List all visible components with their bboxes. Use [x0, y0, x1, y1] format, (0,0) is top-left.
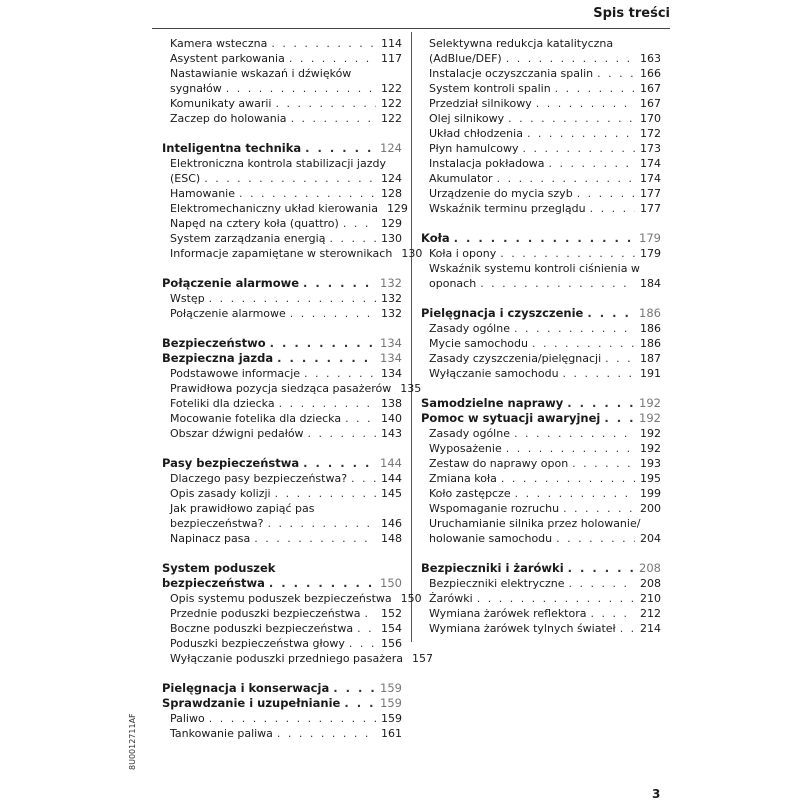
toc-entry [162, 36, 402, 51]
toc-entry-title: Pielęgnacja i czyszczenie [421, 306, 584, 320]
dot-leader [254, 531, 376, 546]
toc-page-number: 124 [381, 172, 402, 185]
dot-leader [303, 276, 376, 291]
toc-page-number: 129 [381, 217, 402, 230]
toc-entry-title: Zestaw do naprawy opon [429, 457, 569, 470]
toc-entry-title-line: Nastawianie wskazań i dźwięków [170, 67, 352, 80]
dot-leader [277, 726, 376, 741]
toc-entry-title: Wymiana żarówek reflektora [429, 607, 587, 620]
dot-leader [226, 81, 376, 96]
dot-leader [597, 66, 635, 81]
toc-entry-title: Koła i opony [429, 247, 497, 260]
dot-leader [290, 306, 376, 321]
dot-leader [304, 366, 376, 381]
toc-page-number: 146 [381, 517, 402, 530]
toc-page-number: 174 [640, 157, 661, 170]
toc-entry [162, 111, 402, 126]
dot-leader [239, 186, 376, 201]
dot-leader [515, 486, 635, 501]
toc-page-number: 192 [639, 411, 661, 425]
dot-leader [555, 81, 635, 96]
column-divider [411, 32, 412, 642]
toc-entry-title: Hamowanie [170, 187, 235, 200]
toc-page-number: 167 [640, 97, 661, 110]
toc-entry-line1 [162, 156, 402, 171]
toc-entry [421, 276, 661, 291]
toc-page-number: 210 [640, 592, 661, 605]
page-number: 3 [652, 787, 661, 801]
toc-entry [421, 321, 661, 336]
toc-entry-title: Instalacja pokładowa [429, 157, 545, 170]
toc-entry-title: Wstęp [170, 292, 205, 305]
dot-leader [604, 411, 635, 426]
toc-entry-title: Dlaczego pasy bezpieczeństwa? [170, 472, 348, 485]
dot-leader [549, 156, 635, 171]
dot-leader [527, 126, 635, 141]
dot-leader [620, 621, 635, 636]
toc-entry-title: Podstawowe informacje [170, 367, 301, 380]
toc-entry [162, 246, 423, 261]
toc-entry [162, 51, 402, 66]
toc-entry-title-line: System poduszek [162, 561, 276, 575]
toc-entry [162, 381, 422, 396]
dot-leader [568, 561, 635, 576]
toc-page-number: 174 [640, 172, 661, 185]
dot-leader [532, 336, 635, 351]
toc-section-heading [162, 141, 402, 156]
toc-section-heading [162, 456, 402, 471]
toc-entry-line1 [421, 516, 661, 531]
toc-page-number: 177 [640, 202, 661, 215]
dot-leader [275, 486, 376, 501]
toc-entry-line1 [421, 36, 661, 51]
toc-entry-title: Napinacz pasa [170, 532, 251, 545]
toc-entry-title: Bezpieczeństwo [162, 336, 266, 350]
toc-entry-line1 [421, 261, 661, 276]
toc-page-number: 163 [640, 52, 661, 65]
toc-entry-title: Przednie poduszki bezpieczeństwa [170, 607, 361, 620]
toc-page-number: 130 [401, 247, 423, 260]
toc-entry [162, 711, 402, 726]
toc-entry-title: Koło zastępcze [429, 487, 511, 500]
toc-entry-title: oponach [429, 277, 477, 290]
toc-page-number: 192 [640, 427, 661, 440]
dot-leader [497, 171, 635, 186]
toc-page-number: 134 [380, 351, 402, 365]
toc-entry-title: Żarówki [429, 592, 473, 605]
toc-entry [421, 126, 661, 141]
toc-entry [421, 141, 661, 156]
toc-page-number: 150 [400, 592, 422, 605]
toc-entry [162, 606, 402, 621]
toc-entry-title: holowanie samochodu [429, 532, 553, 545]
toc-entry [421, 156, 661, 171]
toc-entry-title: Zmiana koła [429, 472, 497, 485]
toc-entry [421, 51, 661, 66]
toc-entry-title: Koła [421, 231, 450, 245]
dot-leader [563, 366, 635, 381]
toc-entry [162, 396, 402, 411]
toc-page-number: 122 [381, 82, 402, 95]
toc-page-number: 128 [381, 187, 402, 200]
toc-entry-title: Połączenie alarmowe [162, 276, 300, 290]
toc-page-number: 186 [639, 306, 661, 320]
toc-entry [421, 531, 661, 546]
dot-leader [270, 336, 376, 351]
toc-page-number: 167 [640, 82, 661, 95]
toc-entry [421, 351, 661, 366]
toc-entry-title: Bezpieczniki i żarówki [421, 561, 564, 575]
toc-page-number: 173 [640, 142, 661, 155]
dot-leader [308, 426, 376, 441]
dot-leader [506, 441, 635, 456]
toc-entry-title: Opis systemu poduszek bezpieczeństwa [170, 592, 392, 605]
toc-entry [162, 306, 402, 321]
toc-entry-title: Bezpieczniki elektryczne [429, 577, 565, 590]
dot-leader [567, 396, 635, 411]
toc-section-heading [162, 351, 402, 366]
toc-entry-title: Przedział silnikowy [429, 97, 532, 110]
toc-entry [421, 501, 661, 516]
toc-entry-title-line: Wskaźnik systemu kontroli ciśnienia w [429, 262, 640, 275]
toc-page-number: 144 [380, 456, 402, 470]
toc-page-number: 157 [412, 652, 434, 665]
toc-entry-title: Komunikaty awarii [170, 97, 272, 110]
toc-entry-title: Mocowanie fotelika dla dziecka [170, 412, 342, 425]
dot-leader [508, 111, 635, 126]
toc-entry [162, 471, 402, 486]
toc-entry-title: Akumulator [429, 172, 493, 185]
toc-page-number: 148 [381, 532, 402, 545]
toc-entry-title: Układ chłodzenia [429, 127, 523, 140]
toc-page-number: 152 [381, 607, 402, 620]
toc-entry [421, 66, 661, 81]
toc-entry-title: Napęd na cztery koła (quattro) [170, 217, 339, 230]
toc-page-number: 114 [381, 37, 402, 50]
toc-page-number: 159 [380, 681, 402, 695]
toc-entry [162, 201, 408, 216]
dot-leader [305, 141, 376, 156]
toc-page-number: 132 [380, 276, 402, 290]
toc-entry [162, 621, 402, 636]
toc-page-number: 179 [640, 247, 661, 260]
toc-page-number: 156 [381, 637, 402, 650]
toc-entry-title: Obszar dźwigni pedałów [170, 427, 304, 440]
toc-entry [421, 576, 661, 591]
dot-leader [514, 321, 635, 336]
toc-page-number: 166 [640, 67, 661, 80]
toc-entry-title: Inteligentna technika [162, 141, 302, 155]
toc-page-number: 186 [640, 337, 661, 350]
toc-entry-title: Asystent parkowania [170, 52, 285, 65]
toc-page-number: 154 [381, 622, 402, 635]
toc-entry [421, 81, 661, 96]
toc-section-heading-line1 [162, 561, 402, 576]
toc-entry [421, 186, 661, 201]
dot-leader [514, 426, 635, 441]
toc-section-heading [162, 681, 402, 696]
toc-entry [162, 171, 402, 186]
toc-page-number: 187 [640, 352, 661, 365]
toc-entry-title: Zasady ogólne [429, 322, 510, 335]
toc-entry-title: Prawidłowa pozycja siedząca pasażerów [170, 382, 392, 395]
toc-section-heading [421, 561, 661, 576]
toc-page-number: 132 [381, 307, 402, 320]
dot-leader [275, 96, 376, 111]
toc-entry-title: Wymiana żarówek tylnych świateł [429, 622, 616, 635]
toc-page-number: 117 [381, 52, 402, 65]
toc-entry-title: Wyłączanie samochodu [429, 367, 559, 380]
toc-entry-title: sygnałów [170, 82, 222, 95]
dot-leader [522, 141, 635, 156]
toc-page-number: 172 [640, 127, 661, 140]
toc-entry [162, 411, 402, 426]
toc-entry-title: Olej silnikowy [429, 112, 505, 125]
dot-leader [605, 351, 635, 366]
toc-entry [421, 456, 661, 471]
toc-entry-title: Płyn hamulcowy [429, 142, 519, 155]
toc-entry-title: Połączenie alarmowe [170, 307, 286, 320]
toc-page-number: 122 [381, 112, 402, 125]
dot-leader [506, 51, 635, 66]
toc-page-number: 200 [640, 502, 661, 515]
toc-page-number: 192 [640, 442, 661, 455]
toc-entry-title: System zarządzania energią [170, 232, 326, 245]
document-code: 8U0012711AF [128, 713, 137, 770]
toc-left-column [162, 36, 434, 741]
dot-leader [590, 201, 635, 216]
toc-page-number: 143 [381, 427, 402, 440]
toc-page-number: 144 [381, 472, 402, 485]
toc-entry-title: bezpieczeństwa? [170, 517, 264, 530]
toc-page-number: 193 [640, 457, 661, 470]
toc-entry [162, 486, 402, 501]
toc-entry [421, 201, 661, 216]
dot-leader [333, 681, 376, 696]
toc-entry [162, 231, 402, 246]
dot-leader [587, 306, 635, 321]
toc-entry-title-line: Selektywna redukcja katalityczna [429, 37, 614, 50]
toc-entry-title-line: Jak prawidłowo zapiąć pas [170, 502, 315, 515]
dot-leader [563, 501, 635, 516]
dot-leader [572, 456, 635, 471]
header-title: Spis treści [593, 6, 670, 21]
toc-page-number: 192 [639, 396, 661, 410]
toc-entry-title: Zasady czyszczenia/pielęgnacji [429, 352, 602, 365]
toc-page-number: 140 [381, 412, 402, 425]
dot-leader [209, 291, 376, 306]
dot-leader [454, 231, 635, 246]
toc-entry-title: Samodzielne naprawy [421, 396, 564, 410]
toc-entry-title: Wskaźnik terminu przeglądu [429, 202, 586, 215]
toc-page-number: 184 [640, 277, 661, 290]
toc-entry-title: Wyposażenie [429, 442, 502, 455]
toc-entry [421, 171, 661, 186]
dot-leader [351, 471, 376, 486]
toc-page-number: 191 [640, 367, 661, 380]
toc-entry-title: Pielęgnacja i konserwacja [162, 681, 330, 695]
toc-section-heading [421, 306, 661, 321]
dot-leader [477, 591, 635, 606]
toc-entry-title: Paliwo [170, 712, 205, 725]
toc-page-number: 186 [640, 322, 661, 335]
toc-entry-line1 [162, 501, 402, 516]
toc-entry [162, 366, 402, 381]
dot-leader [271, 36, 376, 51]
toc-page-number: 199 [640, 487, 661, 500]
toc-entry-title: Pomoc w sytuacji awaryjnej [421, 411, 601, 425]
toc-entry-title: Opis zasady kolizji [170, 487, 271, 500]
toc-page-number: 159 [381, 712, 402, 725]
dot-leader [289, 51, 376, 66]
toc-entry [421, 606, 661, 621]
toc-section-heading [162, 576, 402, 591]
toc-page-number: 208 [639, 561, 661, 575]
toc-page-number: 195 [640, 472, 661, 485]
toc-entry-title: Elektromechaniczny układ kierowania [170, 202, 378, 215]
toc-entry-title: (AdBlue/DEF) [429, 52, 502, 65]
toc-entry-title: Mycie samochodu [429, 337, 528, 350]
toc-page-number: 134 [381, 367, 402, 380]
toc-page-number: 122 [381, 97, 402, 110]
toc-entry-title: Urządzenie do mycia szyb [429, 187, 573, 200]
toc-entry-title: System kontroli spalin [429, 82, 551, 95]
dot-leader [268, 516, 376, 531]
dot-leader [569, 576, 635, 591]
dot-leader [349, 636, 376, 651]
toc-entry-title: bezpieczeństwa [162, 576, 265, 590]
toc-page-number: 212 [640, 607, 661, 620]
toc-entry [162, 531, 402, 546]
toc-entry-title: (ESC) [170, 172, 201, 185]
toc-page-number: 130 [381, 232, 402, 245]
toc-page-number: 214 [640, 622, 661, 635]
toc-page-number: 132 [381, 292, 402, 305]
dot-leader [556, 531, 635, 546]
toc-entry-title: Informacje zapamiętane w sterownikach [170, 247, 393, 260]
toc-entry-title: Sprawdzanie i uzupełnianie [162, 696, 341, 710]
toc-entry-title: Wyłączanie poduszki przedniego pasażera [170, 652, 404, 665]
toc-entry-title: Instalacje oczyszczania spalin [429, 67, 594, 80]
dot-leader [536, 96, 635, 111]
toc-entry [421, 96, 661, 111]
dot-leader [329, 231, 376, 246]
dot-leader [345, 411, 376, 426]
toc-entry [162, 216, 402, 231]
toc-entry-line1 [162, 66, 402, 81]
toc-entry-title: Wspomaganie rozruchu [429, 502, 560, 515]
toc-page-number: 124 [380, 141, 402, 155]
toc-entry-title-line: Uruchamianie silnika przez holowanie/ [429, 517, 641, 530]
toc-section-heading [421, 396, 661, 411]
toc-entry [421, 246, 661, 261]
toc-entry [162, 591, 422, 606]
toc-entry-title: Foteliki dla dziecka [170, 397, 275, 410]
toc-entry [421, 621, 661, 636]
toc-page-number: 145 [381, 487, 402, 500]
toc-page-number: 138 [381, 397, 402, 410]
dot-leader [303, 456, 376, 471]
dot-leader [500, 246, 635, 261]
dot-leader [501, 471, 635, 486]
dot-leader [344, 696, 376, 711]
toc-page-number: 208 [640, 577, 661, 590]
toc-right-column [421, 36, 661, 636]
toc-entry-title: Zaczep do holowania [170, 112, 287, 125]
toc-page-number: 134 [380, 336, 402, 350]
toc-entry [162, 726, 402, 741]
toc-entry [421, 591, 661, 606]
toc-entry-title: Bezpieczna jazda [162, 351, 274, 365]
toc-entry [421, 486, 661, 501]
toc-entry [421, 366, 661, 381]
toc-section-heading [421, 231, 661, 246]
dot-leader [357, 621, 376, 636]
toc-entry [162, 81, 402, 96]
dot-leader [209, 711, 376, 726]
dot-leader [277, 351, 376, 366]
toc-entry-title: Kamera wsteczna [170, 37, 268, 50]
toc-entry [162, 291, 402, 306]
dot-leader [577, 186, 635, 201]
toc-entry [162, 426, 402, 441]
dot-leader [279, 396, 376, 411]
dot-leader [365, 606, 376, 621]
dot-leader [343, 216, 376, 231]
toc-page-number: 177 [640, 187, 661, 200]
toc-entry [421, 471, 661, 486]
toc-entry-title: Poduszki bezpieczeństwa głowy [170, 637, 345, 650]
toc-entry [421, 426, 661, 441]
toc-entry [421, 441, 661, 456]
toc-page-number: 170 [640, 112, 661, 125]
toc-section-heading [421, 411, 661, 426]
toc-entry [421, 336, 661, 351]
dot-leader [291, 111, 376, 126]
toc-section-heading [162, 336, 402, 351]
dot-leader [591, 606, 636, 621]
toc-section-heading [162, 696, 402, 711]
toc-page-number: 150 [380, 576, 402, 590]
toc-entry [162, 186, 402, 201]
toc-page-number: 179 [639, 231, 661, 245]
toc-entry [162, 516, 402, 531]
dot-leader [204, 171, 376, 186]
dot-leader [269, 576, 376, 591]
toc-page-number: 161 [381, 727, 402, 740]
toc-entry-title-line: Elektroniczna kontrola stabilizacji jazdy [170, 157, 386, 170]
toc-entry-title: Tankowanie paliwa [170, 727, 273, 740]
dot-leader [480, 276, 635, 291]
page-header [152, 0, 670, 29]
toc-entry [162, 96, 402, 111]
toc-entry [162, 636, 402, 651]
toc-page-number: 135 [400, 382, 422, 395]
toc-entry [162, 651, 434, 666]
toc-entry-title: Boczne poduszki bezpieczeństwa [170, 622, 354, 635]
toc-page-number: 204 [640, 532, 661, 545]
toc-entry-title: Pasy bezpieczeństwa [162, 456, 300, 470]
toc-page-number: 129 [386, 202, 408, 215]
toc-entry-title: Zasady ogólne [429, 427, 510, 440]
toc-section-heading [162, 276, 402, 291]
toc-page-number: 159 [380, 696, 402, 710]
toc-entry [421, 111, 661, 126]
